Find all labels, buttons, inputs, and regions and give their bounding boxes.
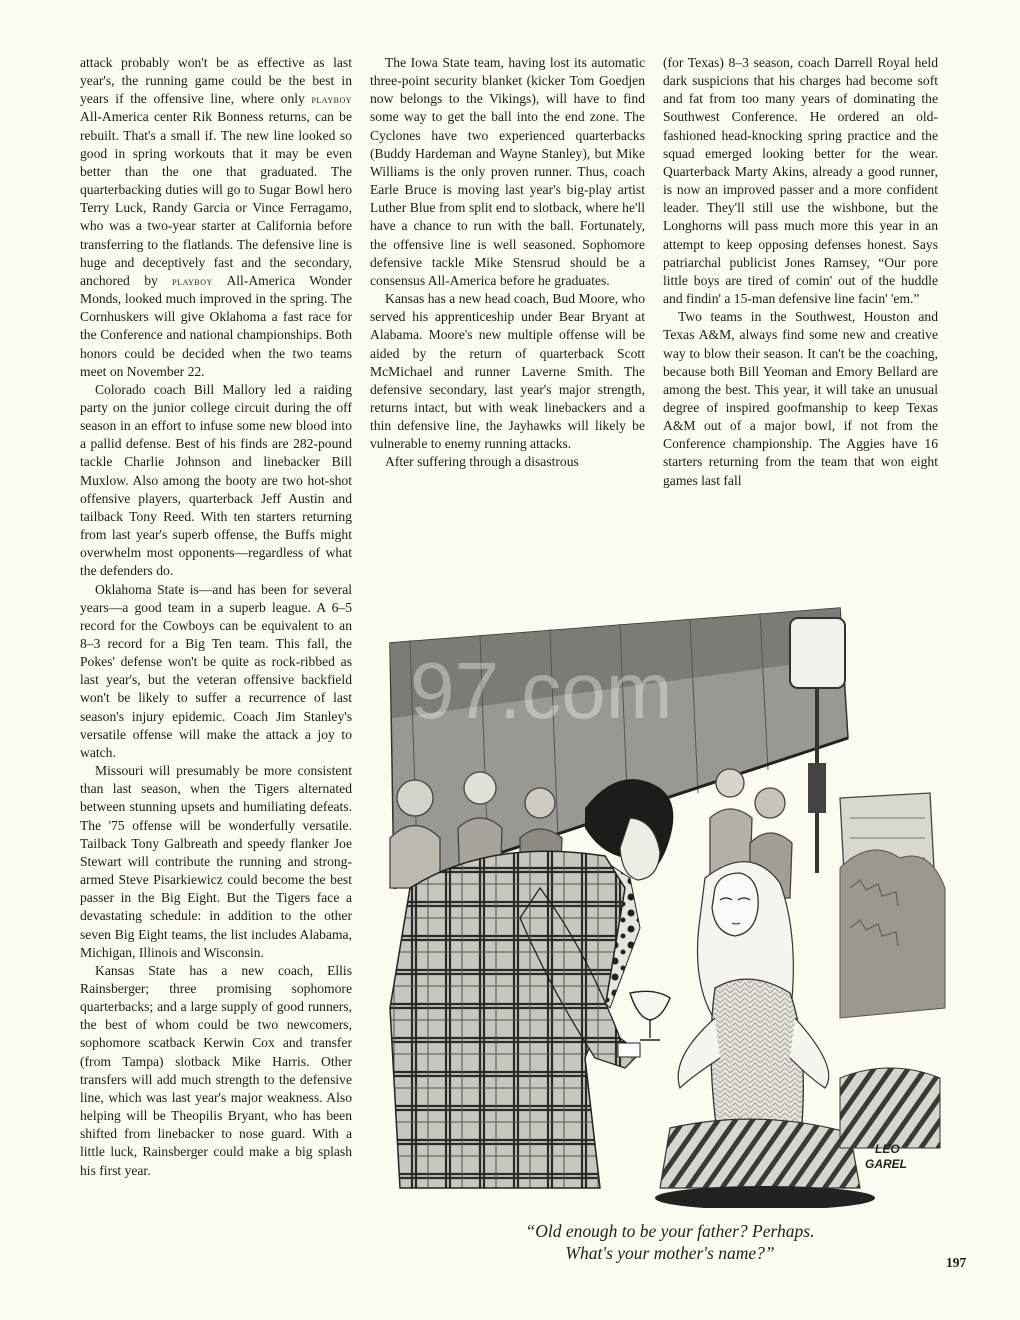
paragraph: Kansas has a new head coach, Bud Moore, who served his apprenticeship under Bear Bryant at Alabama. Moore's new multiple offense will be aided by the return of quarterback Scott McMichael and runner Laverne Smith. The defensive secondary, last year's major strength, returns intact, but with weak linebackers and a thin defensive line, the Jayhawks will likely be vulnerable to enemy running attacks. bbox=[370, 291, 645, 452]
paragraph: attack probably won't be as effective as last year's, the running game could be the best in years if the offensive line, where only playboy All-America center Rik Bonness returns, can be rebuilt. That's a small if. The new line looked so good in spring workouts that it may be even better than the one that graduated. The quarterbacking duties will go to Sugar Bowl hero Terry Luck, Randy Garcia or Vince Ferragamo, who was a two-year starter at California before transferring to the flatlands. The defensive line is huge and deceptively fast and the secondary, anchored by playboy All-America Wonder Monds, looked much improved in the spring. The Cornhuskers will give Oklahoma a fast race for the Conference and national championships. Both honors could be decided when the two teams meet on November 22. bbox=[80, 55, 352, 379]
small-caps-playboy: playboy bbox=[172, 273, 213, 288]
artist-signature-line1: LEO bbox=[875, 1142, 900, 1156]
plants bbox=[840, 850, 945, 1018]
small-caps-playboy: playboy bbox=[311, 92, 352, 107]
caption-line: “Old enough to be your father? Perhaps. bbox=[525, 1221, 815, 1241]
page-number: 197 bbox=[946, 1255, 967, 1270]
paragraph: (for Texas) 8–3 season, coach Darrell Royal held dark suspicions that his charges had become soft and fat from too many years of dominating the Southwest Conference. He ordered an old-fashioned head-knocking spring practice and the squad emerged looking better for the wear. Quarterback Marty Akins, already a good runner, is now an improved passer and a more confident leader. They'll still use the wishbone, but the Longhorns will pass much more this year in an attempt to keep opposing defenses honest. Says patriarchal publicist Jones Ramsey, “Our pore little boys are tired of comin' out of the huddle and findin' a 15-man defensive line facin' 'em.” bbox=[663, 55, 938, 307]
cartoon-caption bbox=[440, 1220, 900, 1264]
cartoon-drawing bbox=[370, 588, 952, 1208]
artist-signature-line2: GAREL bbox=[865, 1157, 907, 1171]
paragraph: The Iowa State team, having lost its automatic three-point security blanket (kicker Tom Goedjen now belongs to the Vikings), will have to find some way to get the ball into the end zone. The Cyclones have two experienced quarterbacks (Buddy Hardeman and Wayne Stanley), but Mike Williams is the only proven runner. Thus, coach Earle Bruce is moving last year's big-play artist Luther Blue from split end to slotback, where he'll have a chance to run with the ball. Fortunately, the offensive line is well seasoned. Sophomore defensive tackle Mike Stensrud should be a consensus All-America before he graduates. bbox=[370, 55, 645, 288]
paragraph: Oklahoma State is—and has been for several years—a good team in a superb league. A 6–5 record for the Cowboys can be equivalent to an 8–3 record for a Big Ten team. This fall, the Pokes' defense won't be quite as rock-ribbed as last year's, but the veteran offensive backfield won't be likely to suffer a recurrence of last season's injury epidemic. Coach Jim Stanley's versatile offense will make the attack a joy to watch. bbox=[80, 581, 352, 760]
paragraph: Kansas State has a new coach, Ellis Rainsberger; three promising sophomore quarterbacks; and a large supply of good runners, the best of whom could be two newcomers, sophomore scatback Kerwin Cox and transfer (from Tampa) slotback Mike Harris. Other transfers will add much strength to the defensive line, which was last year's major weakness. Also helping will be Theopilis Bryant, who has been shifted from linebacker to nose guard. With a little luck, Rainsberger could make a big splash his first year. bbox=[80, 962, 352, 1178]
paragraph: Two teams in the Southwest, Houston and Texas A&M, always find some new and creative way to blow their season. It can't be the coaching, because both Bill Yeoman and Emory Bellard are among the best. This year, it will take an unusual degree of inspired goofmanship to keep Texas A&M out of a major bowl, if not from the Conference championship. The Aggies have 16 starters returning from the team that won eight games last fall bbox=[663, 309, 938, 488]
caption-line: What's your mother's name?” bbox=[565, 1243, 775, 1263]
cartoon-illustration bbox=[370, 588, 952, 1208]
paragraph: After suffering through a disastrous bbox=[385, 454, 579, 470]
striped-cushion bbox=[840, 1068, 940, 1148]
watermark: 97.com bbox=[410, 646, 673, 735]
cocktail-glass bbox=[630, 991, 670, 1040]
text-column-3 bbox=[663, 54, 938, 490]
text-column-2 bbox=[370, 54, 645, 472]
text-column-1 bbox=[80, 54, 352, 1180]
paragraph: Missouri will presumably be more consistent than last season, when the Tigers alternated between stunning upsets and humiliating defeats. The '75 offense will be wonderfully versatile. Tailback Tony Galbreath and speedy flanker Joe Stewart will contribute the running and strong-armed Steve Pisarkiewicz could become the best passer in the Big Eight. But the Tigers face a devastating schedule: in addition to the other seven Big Eight teams, the list includes Alabama, Michigan, Illinois and Wisconsin. bbox=[80, 763, 352, 960]
paragraph: Colorado coach Bill Mallory led a raiding party on the junior college circuit during the off season in an effort to infuse some new blood into a pallid defense. Best of his finds are 282-pound tackle Charlie Johnson and linebacker Bill Muxlow. Also among the booty are two hot-shot offensive players, quarterback Jeff Austin and tailback Tony Reed. With ten starters returning from last year's superb offense, the Buffs might overwhelm most opponents—regardless of what the defenders do. bbox=[80, 381, 352, 579]
